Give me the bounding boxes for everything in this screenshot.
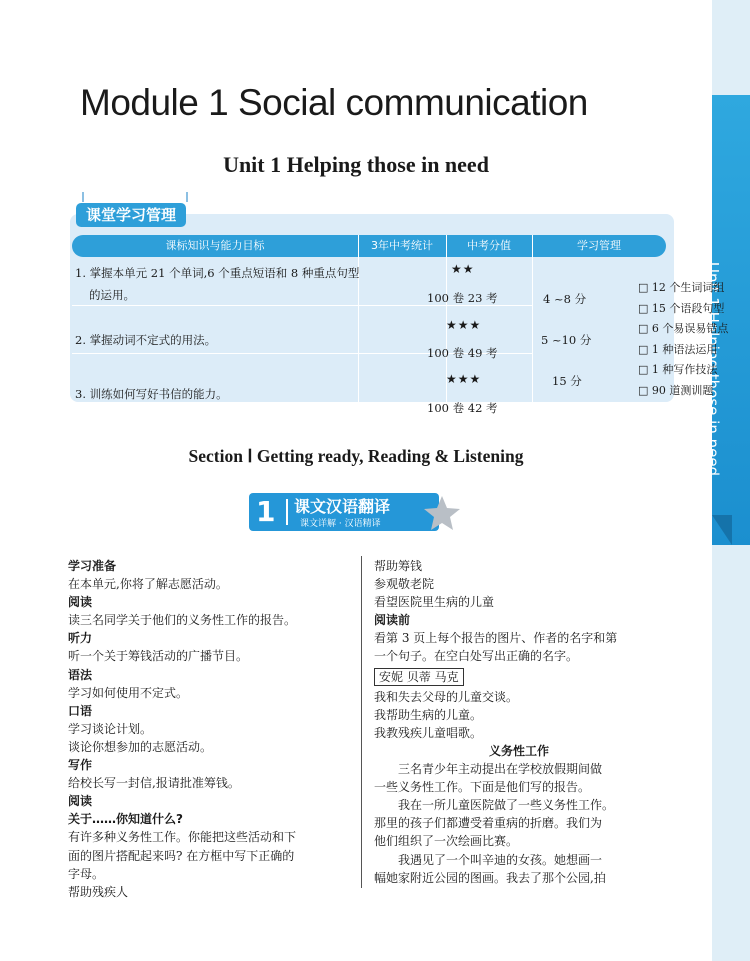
goal-3: 3. 训练如何写好书信的能力。: [75, 387, 228, 401]
checklist-item[interactable]: □ 12 个生词词组: [638, 281, 725, 294]
paragraph: 看第 3 页上每个报告的图片、作者的名字和第: [374, 631, 618, 646]
badge-pin: [82, 192, 84, 202]
paragraph: 字母。: [68, 866, 105, 881]
row-1-score: 4 ~8 分: [543, 292, 587, 306]
badge-subtitle: 课文详解 · 汉语精译: [300, 519, 381, 529]
row-1-stat: 100 卷 23 考: [427, 291, 498, 305]
checklist-item[interactable]: □ 1 种语法运用: [638, 343, 718, 356]
checklist-item[interactable]: □ 1 种写作技法: [638, 363, 718, 376]
section-title: Section Ⅰ Getting ready, Reading & Listening: [188, 446, 524, 466]
heading-reading-2: 阅读: [68, 794, 93, 809]
paragraph: 在本单元,你将了解志愿活动。: [68, 577, 228, 592]
column-divider: [532, 257, 533, 402]
paragraph: 我在一所儿童医院做了一些义务性工作。: [398, 798, 615, 813]
heading-prep: 学习准备: [68, 559, 117, 573]
paragraph: 谈论你想参加的志愿活动。: [68, 739, 213, 754]
paragraph: 三名青少年主动提出在学校放假期间做: [398, 762, 603, 777]
goal-1-line1: 1. 掌握本单元 21 个单词,6 个重点短语和 8 种重点句型: [75, 266, 360, 280]
checklist-item[interactable]: □ 90 道测训题: [638, 384, 714, 397]
names-box: 安妮 贝蒂 马克: [374, 668, 464, 686]
paragraph: 我帮助生病的儿童。: [374, 707, 483, 722]
heading-listening: 听力: [68, 631, 93, 646]
heading-before-reading: 阅读前: [374, 613, 411, 628]
row-3-stars: ★★★: [446, 372, 482, 386]
header-study: 学习管理: [577, 239, 621, 252]
paragraph: 看望医院里生病的儿童: [374, 595, 495, 610]
checklist-item[interactable]: □ 6 个易误易错点: [638, 322, 729, 335]
left-column: [68, 557, 356, 901]
star-icon: [422, 494, 462, 532]
side-tab-fold: [712, 515, 732, 545]
paragraph: 那里的孩子们都遭受着重病的折磨。我们为: [374, 816, 603, 831]
paragraph: 我和失去父母的儿童交谈。: [374, 689, 519, 704]
heading-reading: 阅读: [68, 595, 93, 610]
article-title: 义务性工作: [488, 743, 549, 758]
checklist-item[interactable]: □ 15 个语段句型: [638, 302, 725, 315]
unit-title: Unit 1 Helping those in need: [223, 152, 489, 177]
row-3-score: 15 分: [552, 374, 582, 388]
side-tab-label: Unit 1 Helping those in need: [704, 262, 722, 477]
paragraph: 给校长写一封信,报请批准筹钱。: [68, 776, 240, 791]
right-column: [374, 557, 664, 887]
paragraph: 他们组织了一次绘画比赛。: [374, 834, 519, 849]
goal-1-line2: 的运用。: [89, 288, 135, 302]
module-title: Module 1 Social communication: [80, 82, 588, 123]
header-goal: 课标知识与能力目标: [165, 239, 265, 252]
paragraph: 幅她家附近公园的图画。我去了那个公园,拍: [374, 870, 606, 885]
row-3-stat: 100 卷 42 考: [427, 401, 498, 415]
row-1-stars: ★★: [451, 262, 475, 276]
paragraph: 学习如何使用不定式。: [68, 685, 189, 700]
badge-pin: [186, 192, 188, 202]
row-2-score: 5 ~10 分: [541, 333, 592, 347]
header-score: 中考分值: [467, 239, 511, 252]
header-stats: 3年中考统计: [371, 239, 433, 252]
badge-divider: [286, 499, 288, 525]
badge-title: 课文汉语翻译: [294, 497, 391, 516]
paragraph: 帮助筹钱: [374, 559, 423, 573]
paragraph: 面的图片搭配起来吗? 在方框中写下正确的: [68, 848, 295, 863]
heading-what-do-you-know: 关于……你知道什么?: [68, 812, 183, 827]
paragraph: 读三名同学关于他们的义务性工作的报告。: [68, 613, 297, 628]
paragraph: 学习谈论计划。: [68, 721, 153, 736]
goal-2: 2. 掌握动词不定式的用法。: [75, 333, 217, 347]
paragraph: 参观敬老院: [374, 577, 435, 592]
heading-writing: 写作: [68, 758, 93, 773]
heading-grammar: 语法: [68, 667, 93, 682]
heading-speaking: 口语: [68, 703, 93, 718]
column-divider-line: [361, 556, 362, 888]
paragraph: 听一个关于筹钱活动的广播节目。: [68, 649, 249, 664]
paragraph: 我教残疾儿童唱歌。: [374, 725, 483, 740]
paragraph: 帮助残疾人: [68, 884, 129, 899]
row-2-stars: ★★★: [446, 318, 482, 332]
row-2-stat: 100 卷 49 考: [427, 346, 498, 360]
paragraph: 有许多种义务性工作。你能把这些活动和下: [68, 830, 297, 845]
paragraph: 我遇见了一个叫辛迪的女孩。她想画一: [398, 852, 603, 867]
badge-number: 1: [256, 495, 276, 528]
paragraph: 一个句子。在空白处写出正确的名字。: [374, 649, 579, 664]
study-management-badge: 课堂学习管理: [76, 203, 186, 227]
paragraph: 一些义务性工作。下面是他们写的报告。: [374, 780, 591, 795]
